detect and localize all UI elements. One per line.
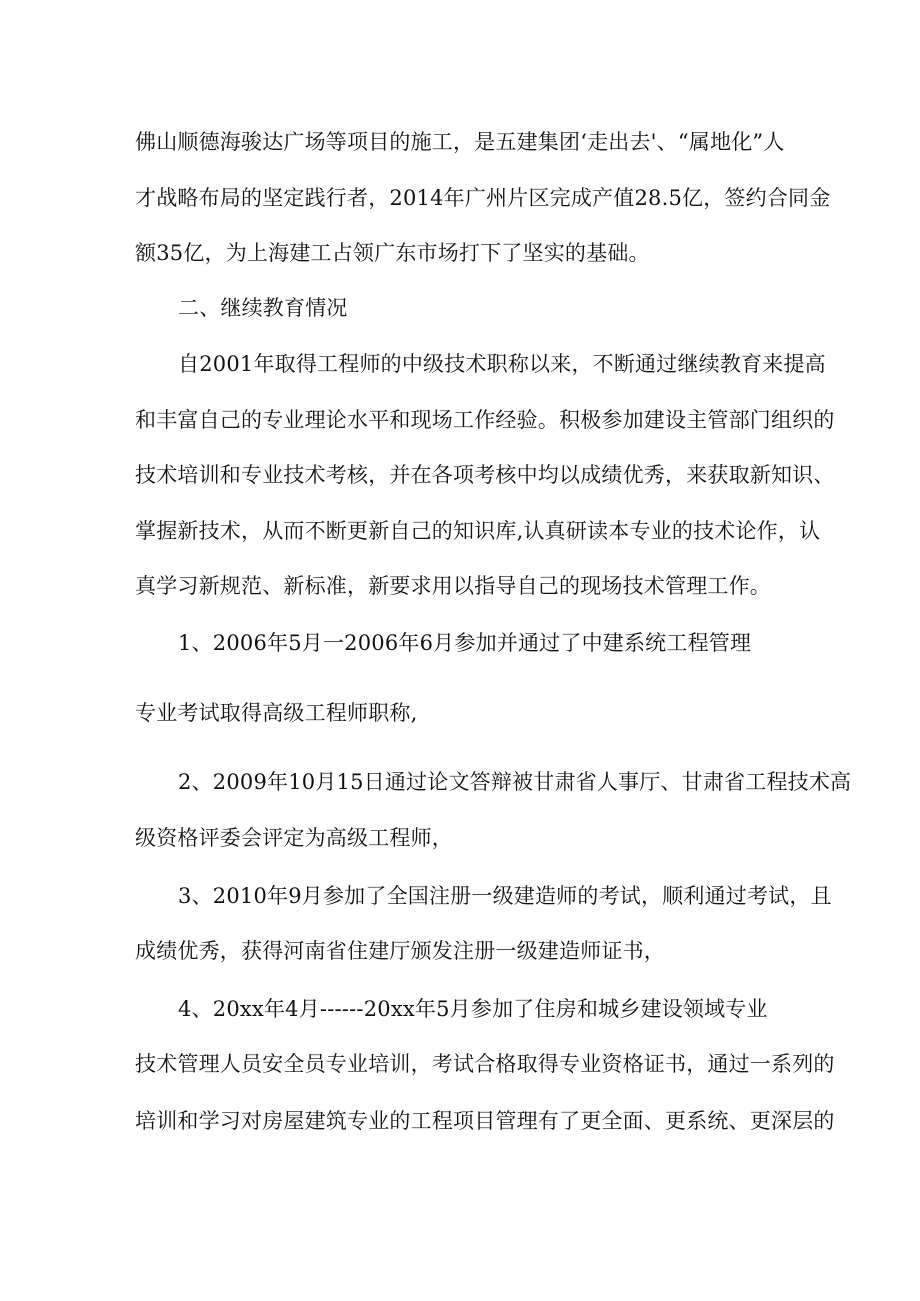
paragraph-line: 和丰富自己的专业理论水平和现场工作经验。积极参加建设主管部门组织的: [135, 408, 835, 432]
list-item-1-continuation: 专业考试取得高级工程师职称,: [135, 701, 418, 725]
list-item-3-continuation: 成绩优秀，获得河南省住建厅颁发注册一级建造师证书，: [135, 939, 665, 963]
paragraph-line: 才战略布局的坚定践行者，2014年广州片区完成产值28.5亿，签约合同金: [135, 186, 831, 210]
list-item-2-continuation: 级资格评委会评定为高级工程师，: [135, 826, 453, 850]
paragraph-line: 佛山顺德海骏达广场等项目的施工，是五建集团‘走出去'、“属地化”人: [135, 130, 785, 154]
paragraph-line: 额35亿，为上海建工占领广东市场打下了坚实的基础。: [135, 241, 650, 265]
list-item-2: 2、2009年10月15日通过论文答辩被甘肃省人事厅、甘肃省工程技术高: [178, 770, 852, 794]
list-item-4-continuation: 培训和学习对房屋建筑专业的工程项目管理有了更全面、更系统、更深层的: [135, 1109, 835, 1133]
section-heading: 二、继续教育情况: [178, 296, 348, 320]
list-item-3: 3、2010年9月参加了全国注册一级建造师的考试，顺利通过考试，且: [178, 884, 832, 908]
list-item-4-continuation: 技术管理人员安全员专业培训，考试合格取得专业资格证书，通过一系列的: [135, 1052, 835, 1076]
paragraph-line: 真学习新规范、新标准，新要求用以指导自己的现场技术管理工作。: [135, 574, 771, 598]
list-item-1: 1、2006年5月一2006年6月参加并通过了中建系统工程管理: [178, 631, 752, 655]
paragraph-line: 掌握新技术，从而不断更新自己的知识库,认真研读本专业的技术论作，认: [135, 519, 821, 543]
list-item-4: 4、20xx年4月------20xx年5月参加了住房和城乡建设领域专业: [178, 997, 768, 1021]
paragraph-line: 自2001年取得工程师的中级技术职称以来，不断通过继续教育来提高: [178, 352, 826, 376]
paragraph-line: 技术培训和专业技术考核，并在各项考核中均以成绩优秀，来获取新知识、: [135, 463, 835, 487]
